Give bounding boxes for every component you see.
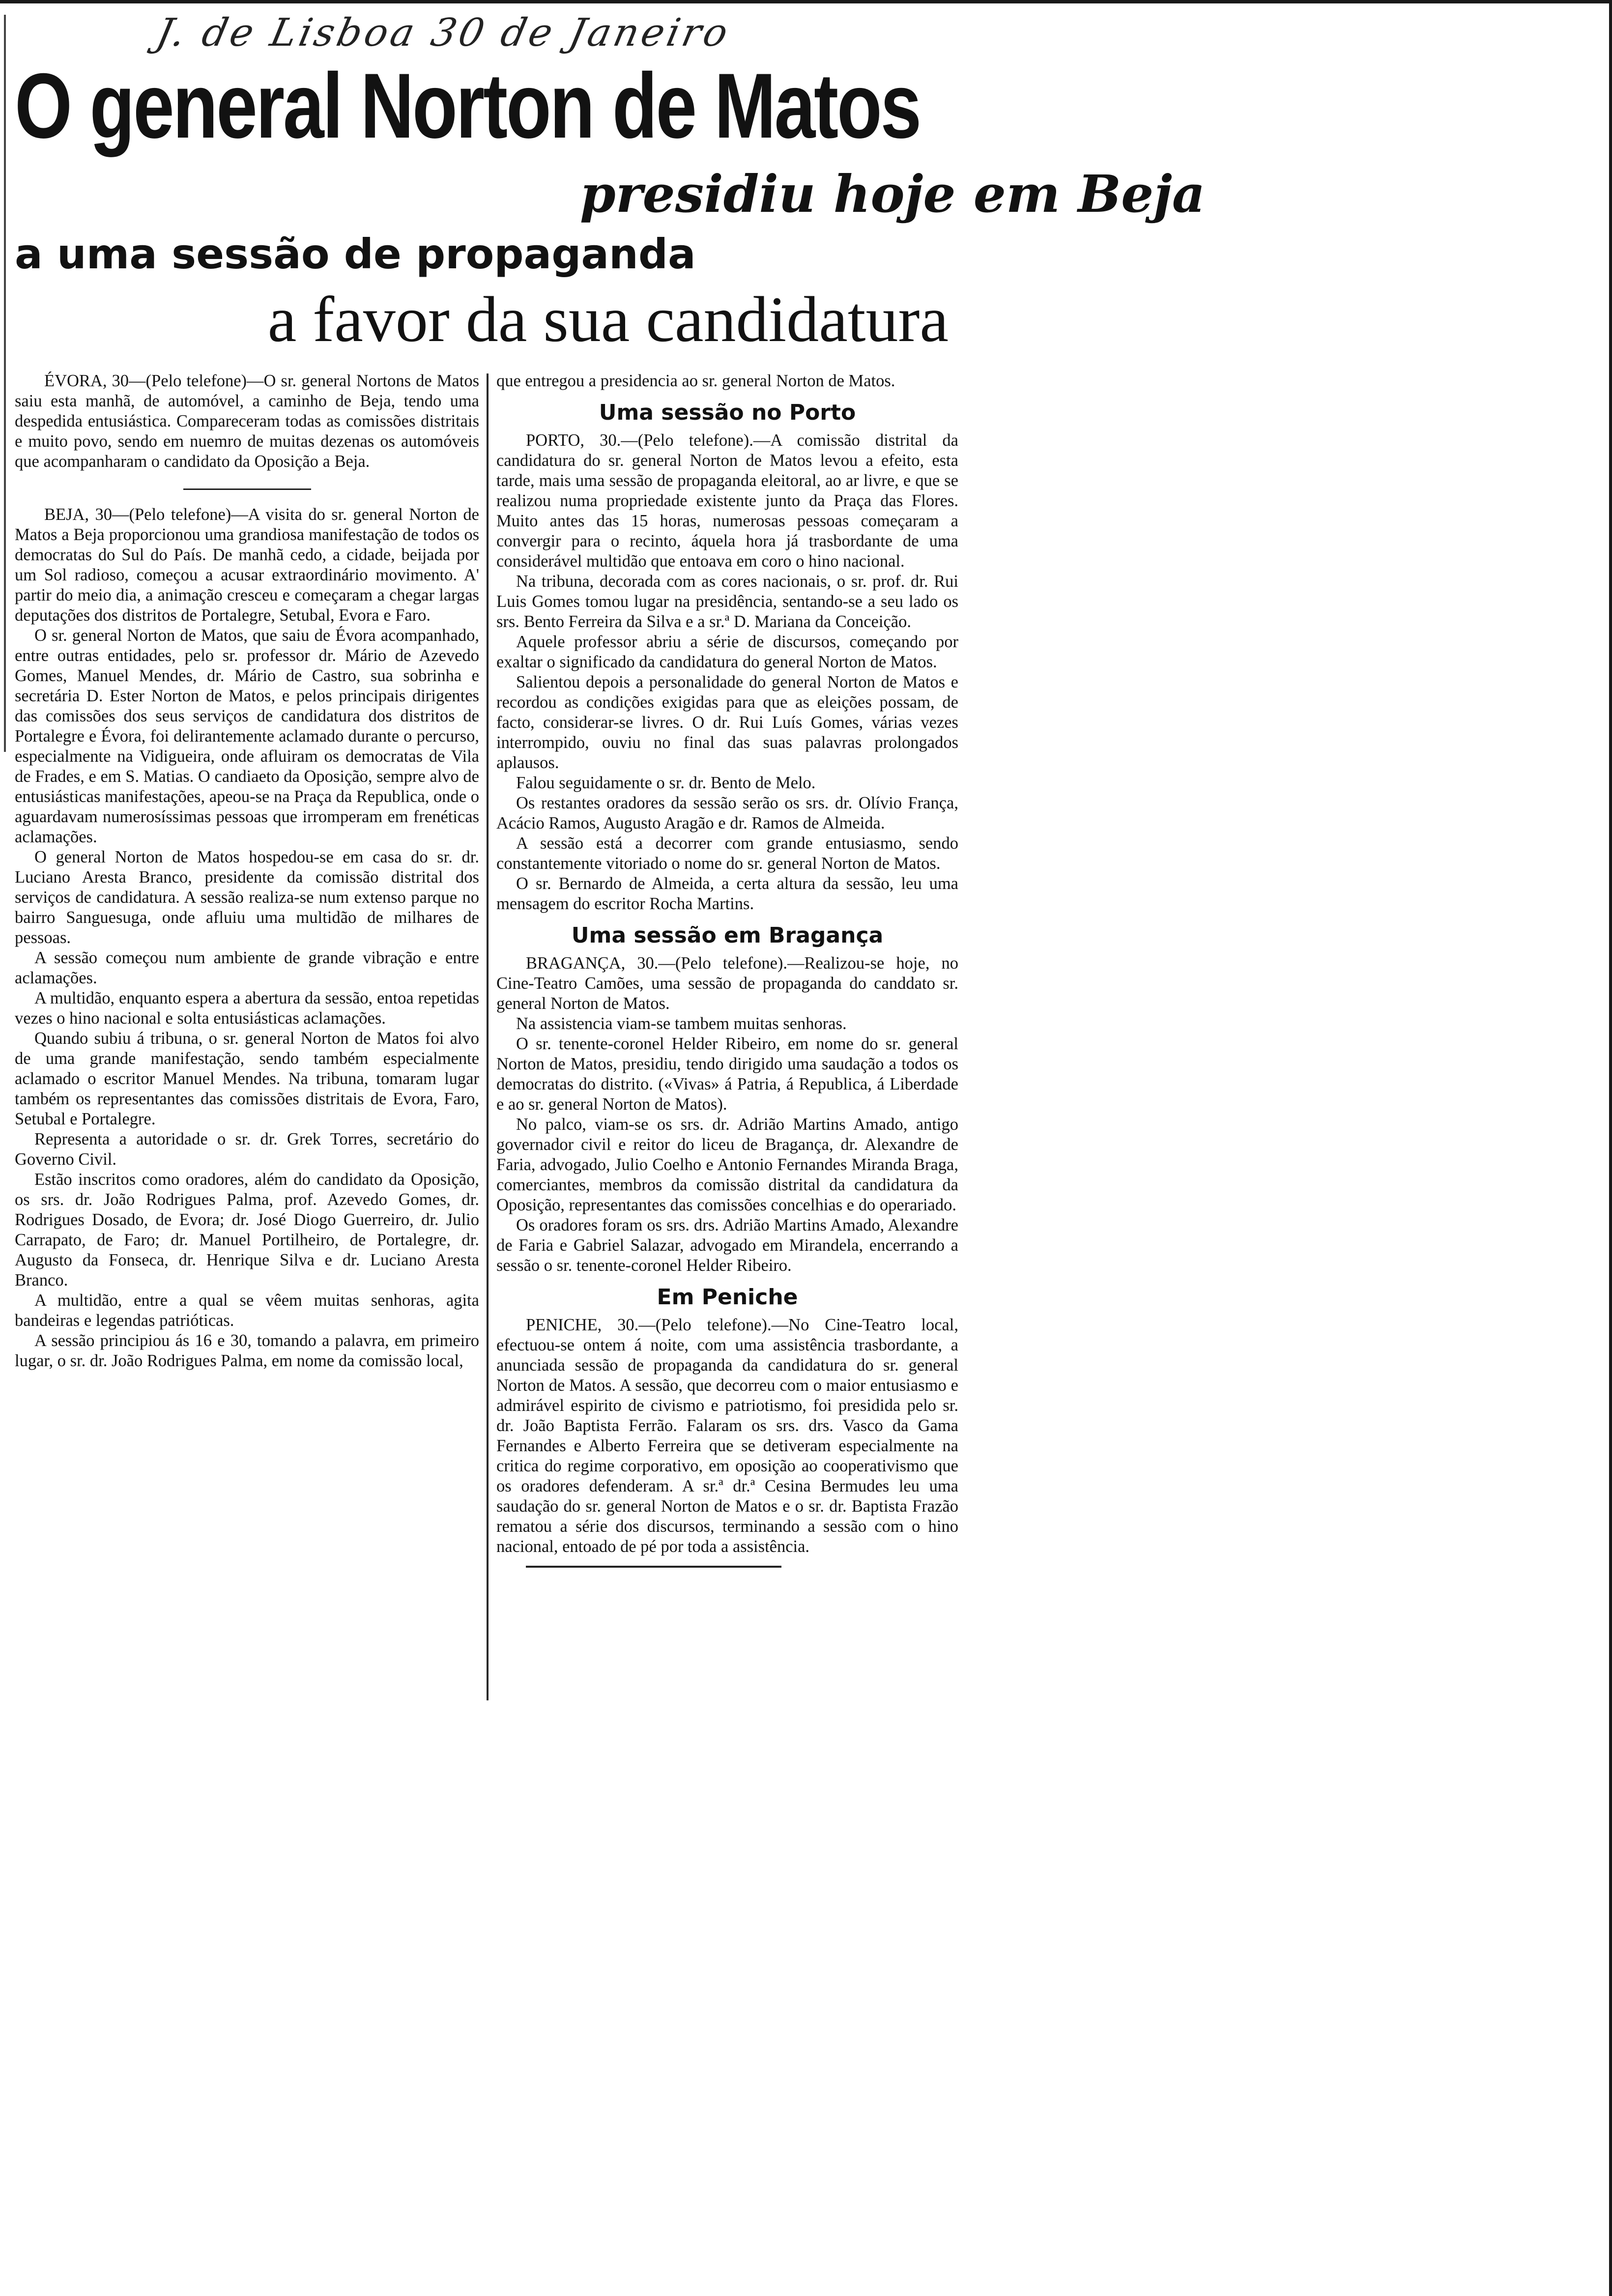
porto-paragraph: O sr. Bernardo de Almeida, a certa altura da sessão, leu uma mensagem do escritor Rocha Martins. xyxy=(496,874,958,913)
scan-border-right xyxy=(1609,0,1612,2296)
porto-paragraph: Falou seguidamente o sr. dr. Bento de Melo. xyxy=(516,774,816,792)
peniche-paragraph: PENICHE, 30.—(Pelo telefone).—No Cine-Teatro local, efectuou-se ontem á noite, com uma assistência trasbordante, a anunciada sessão de propaganda da candidatura do sr. general Norton de Matos. A sessão, que decorreu com o maior entusiasmo e admirável espirito de civismo e patriotismo, foi presidida pelo sr. dr. João Baptista Ferrão. Falaram os srs. drs. Vasco da Gama Fernandes e Alberto Ferreira que se detiveram especialmente na critica do regime corporativo, em oposição ao cooperativismo que os oradores defenderam. A sr.ª dr.ª Cesina Bermudes leu uma saudação do sr. general Norton de Matos e o sr. dr. Baptista Frazão rematou a série dos discursos, terminando a sessão com o hino nacional, entoado de pé por toda a assistência. xyxy=(496,1316,958,1556)
handwritten-note: J. de Lisboa 30 de Janeiro xyxy=(152,11,735,55)
braganca-paragraph: Na assistencia viam-se tambem muitas senhoras. xyxy=(516,1014,847,1033)
headline-subtitle-3: a favor da sua candidatura xyxy=(267,283,949,355)
braganca-paragraph: No palco, viam-se os srs. dr. Adrião Martins Amado, antigo governador civil e reitor do liceu de Bragança, dr. Alexandre de Faria, advogado, Julio Coelho e Antonio Fernandes Miranda Braga, comerciantes, membros da comissão distrital da candidatura da Oposição, representantes das comissões concelhias e do operariado. xyxy=(496,1115,958,1214)
article-column-right xyxy=(496,371,958,1568)
article-column-left xyxy=(15,371,479,1371)
porto-paragraph: A sessão está a decorrer com grande entusiasmo, sendo constantemente vitoriado o nome do sr. general Norton de Matos. xyxy=(496,834,958,873)
clipping-edge-left xyxy=(4,15,6,752)
beja-paragraph: A sessão principiou ás 16 e 30, tomando a palavra, em primeiro lugar, o sr. dr. João Rodrigues Palma, em nome da comissão local, xyxy=(15,1331,479,1370)
section-heading-braganca: Uma sessão em Bragança xyxy=(571,923,884,948)
beja-paragraph: O sr. general Norton de Matos, que saiu de Évora acompanhado, entre outras entidades, pelo sr. professor dr. Mário de Azevedo Gomes, Manuel Mendes, dr. Mário de Castro, sua sobrinha e secretária D. Ester Norton de Matos, e pelos principais dirigentes das comissões dos seus serviços de candidatura dos distritos de Portalegre e Évora, foi delirantemente aclamado durante o percurso, especialmente na Vidigueira, onde afluiram os democratas de Vila de Frades, e em S. Matias. O candiaeto da Oposição, sempre alvo de entusiásticas manifestações, apeou-se na Praça da Republica, onde o aguardavam numerosíssimas pessoas que irromperam em frenéticas aclamações. xyxy=(15,626,479,846)
headline-title: O general Norton de Matos xyxy=(15,54,921,157)
beja-paragraph: Estão inscritos como oradores, além do candidato da Oposição, os srs. dr. João Rodrigues Palma, prof. Azevedo Gomes, dr. Rodrigues Dosado, de Evora; dr. José Diogo Guerreiro, dr. Julio Carrapato, de Faro; dr. Manuel Portilheiro, de Portalegre, dr. Augusto da Fonseca, dr. Henrique Silva e dr. Luciano Aresta Branco. xyxy=(15,1170,479,1290)
porto-paragraph: Aquele professor abriu a série de discursos, começando por exaltar o significado da candidatura do general Norton de Matos. xyxy=(496,632,958,671)
section-heading-porto: Uma sessão no Porto xyxy=(599,400,856,425)
evora-dispatch: ÉVORA, 30—(Pelo telefone)—O sr. general Nortons de Matos saiu esta manhã, de automóvel, a caminho de Beja, tendo uma despedida entusiástica. Compareceram todas as comissões distritais e muito povo, sendo em nuemro de muitas dezenas os automóveis que acompanharam o candidato da Oposição a Beja. xyxy=(15,372,479,471)
braganca-paragraph: Os oradores foram os srs. drs. Adrião Martins Amado, Alexandre de Faria e Gabriel Salazar, advogado em Mirandela, encerrando a sessão o sr. tenente-coronel Helder Ribeiro. xyxy=(496,1216,958,1275)
beja-paragraph: BEJA, 30—(Pelo telefone)—A visita do sr. general Norton de Matos a Beja proporcionou uma grandiosa manifestação de todos os democratas do Sul do País. De manhã cedo, a cidade, beijada por um Sol radioso, começou a acusar extraordinário movimento. A' partir do meio dia, a animação cresceu e começaram a chegar largas deputações dos distritos de Portalegre, Setubal, Evora e Faro. xyxy=(15,505,479,625)
braganca-paragraph: O sr. tenente-coronel Helder Ribeiro, em nome do sr. general Norton de Matos, presidiu, tendo dirigido uma saudação a todos os democratas do distrito. («Vivas» á Patria, á Republica, á Liberdade e ao sr. general Norton de Matos). xyxy=(496,1034,958,1114)
beja-paragraph: Representa a autoridade o sr. dr. Grek Torres, secretário do Governo Civil. xyxy=(15,1130,479,1169)
scan-border-top xyxy=(0,0,1612,3)
end-rule xyxy=(526,1566,781,1568)
section-divider xyxy=(183,488,311,490)
beja-paragraph: A multidão, enquanto espera a abertura da sessão, entoa repetidas vezes o hino nacional e solta entusiásticas aclamações. xyxy=(15,989,479,1028)
porto-paragraph: Salientou depois a personalidade do general Norton de Matos e recordou as condições exigidas para que as eleições possam, de facto, considerar-se livres. O dr. Rui Luís Gomes, várias vezes interrompido, ouviu no final das suas palavras prolongados aplausos. xyxy=(496,673,958,772)
porto-paragraph: Os restantes oradores da sessão serão os srs. dr. Olívio França, Acácio Ramos, Augusto Aragão e dr. Ramos de Almeida. xyxy=(496,794,958,832)
beja-paragraph: A sessão começou num ambiente de grande vibração e entre aclamações. xyxy=(15,948,479,987)
section-heading-peniche: Em Peniche xyxy=(657,1285,798,1310)
headline-subtitle-1: presidiu hoje em Beja xyxy=(580,164,1206,224)
column-divider xyxy=(487,373,489,1700)
porto-paragraph: Na tribuna, decorada com as cores nacionais, o sr. prof. dr. Rui Luis Gomes tomou lugar na presidência, sentando-se a seu lado os srs. Bento Ferreira da Silva e a sr.ª D. Mariana da Conceição. xyxy=(496,572,958,631)
porto-paragraph: PORTO, 30.—(Pelo telefone).—A comissão distrital da candidatura do sr. general Norton de Matos levou a efeito, esta tarde, mais uma sessão de propaganda eleitoral, ao ar livre, e que se realizou numa propriedade existente junto da Praça das Flores. Muito antes das 15 horas, numerosas pessoas começaram a convergir para o recinto, áquela hora já trasbordante de uma considerável multidão que entoava em coro o hino nacional. xyxy=(496,431,958,571)
beja-paragraph: A multidão, entre a qual se vêem muitas senhoras, agita bandeiras e legendas patrióticas. xyxy=(15,1291,479,1330)
beja-paragraph: O general Norton de Matos hospedou-se em casa do sr. dr. Luciano Aresta Branco, presidente da comissão distrital dos serviços de candidatura. A sessão realiza-se num extenso parque no bairro Sanguesuga, onde afluiu uma multidão de milhares de pessoas. xyxy=(15,848,479,947)
headline-subtitle-2: a uma sessão de propaganda xyxy=(15,230,696,278)
beja-paragraph: Quando subiu á tribuna, o sr. general Norton de Matos foi alvo de uma grande manifestação, sendo também especialmente aclamado o escritor Manuel Mendes. Na tribuna, tomaram lugar também os representantes das comissões distritais de Evora, Faro, Setubal e Portalegre. xyxy=(15,1029,479,1128)
beja-continuation: que entregou a presidencia ao sr. general Norton de Matos. xyxy=(496,372,895,390)
braganca-paragraph: BRAGANÇA, 30.—(Pelo telefone).—Realizou-se hoje, no Cine-Teatro Camões, uma sessão de propaganda do canddato sr. general Norton de Matos. xyxy=(496,954,958,1013)
